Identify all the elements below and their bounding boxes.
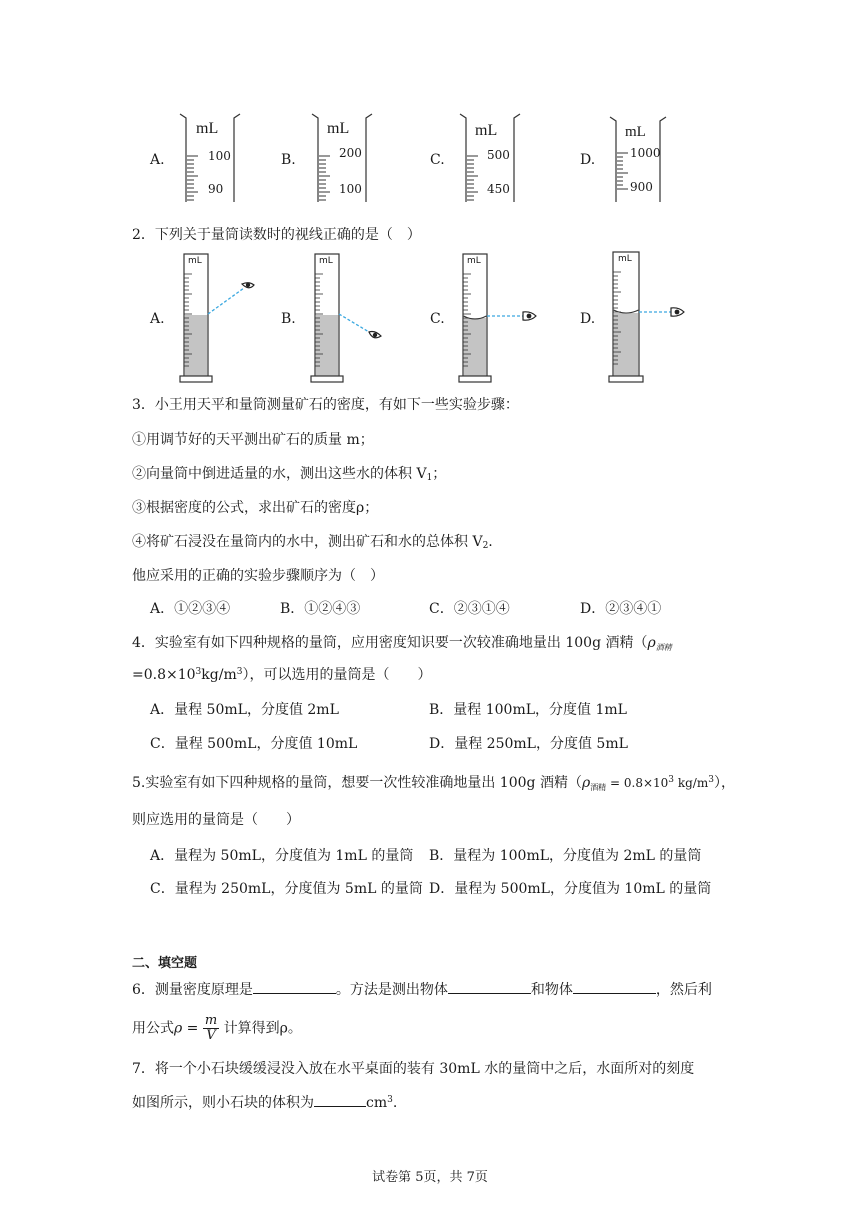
q1-option-label-d: D.: [580, 152, 596, 168]
q2-option-label-c: C.: [430, 311, 445, 327]
q2-option-label-b: B.: [281, 311, 296, 327]
q2-cylinder-d: [607, 250, 691, 384]
q3-step1: ①用调节好的天平测出矿石的质量 m；: [132, 432, 374, 448]
q4-option-c: C．量程 500mL，分度值 10mL: [150, 736, 358, 752]
q1-bottom-c: 450: [487, 182, 510, 196]
q1-option-label-c: C.: [430, 152, 445, 168]
q5-option-c: C．量程为 250mL，分度值为 5mL 的量筒: [150, 881, 423, 897]
q5-stem-line1: 5.实验室有如下四种规格的量筒，想要一次性较准确地量出 100g 酒精（$\rho_{酒精} = 0.8\times 10^3$ $kg/m^3$），: [132, 775, 735, 792]
q2-option-label-a: A.: [150, 311, 165, 327]
page-footer: 试卷第 5页，共 7页: [372, 1170, 488, 1185]
q3-option-a: A．①②③④: [150, 601, 231, 617]
q1-top-b: 200: [339, 146, 362, 160]
q6-blank-2: [448, 992, 531, 994]
q3-option-c: C．②③①④: [429, 601, 510, 617]
q1-unit-b: mL: [327, 120, 350, 137]
q1-bottom-b: 100: [339, 182, 362, 196]
q3-option-b: B．①②④③: [280, 601, 361, 617]
q1-unit-c: mL: [475, 122, 498, 139]
q1-unit-d: mL: [625, 124, 646, 140]
q2-cylinder-a: [178, 252, 258, 384]
q2-stem: 2．下列关于量筒读数时的视线正确的是（ ）: [132, 227, 421, 243]
q2-cylinder-b: [309, 252, 389, 384]
q4-option-d: D．量程 250mL，分度值 5mL: [429, 736, 628, 752]
q3-question: 他应采用的正确的实验步骤顺序为（ ）: [132, 568, 384, 584]
section-title: 二、填空题: [132, 956, 198, 971]
q6-line2: 用公式ρ = $\frac{m}{V}$ 计算得到ρ。: [132, 1013, 302, 1043]
q1-bottom-a: 90: [208, 182, 224, 196]
q3-step4: ④将矿石浸没在量筒内的水中，测出矿石和水的总体积 $V_2$.: [132, 534, 493, 551]
q2-cylinder-c: [457, 252, 541, 384]
q6-blank-3: [573, 992, 656, 994]
q6-fraction: $\frac{m}{V}$: [204, 1013, 218, 1043]
q1-option-label-a: A.: [150, 152, 165, 168]
q2-unit-d: mL: [618, 254, 632, 264]
q7-blank: [314, 1105, 366, 1107]
q7-line2: 如图所示，则小石块的体积为 $cm^3$.: [132, 1095, 398, 1111]
q5-option-d: D．量程为 500mL，分度值为 10mL 的量筒: [429, 881, 712, 897]
q4-stem-line1: 4．实验室有如下四种规格的量筒，应用密度知识要一次较准确地量出 100g 酒精（$\rho_{酒精}$: [132, 635, 672, 652]
q2-option-label-d: D.: [580, 311, 596, 327]
q1-option-label-b: B.: [281, 152, 296, 168]
q3-step3: ③根据密度的公式，求出矿石的密度ρ；: [132, 500, 379, 516]
q3-option-d: D．②③④①: [580, 601, 662, 617]
q4-option-a: A．量程 50mL，分度值 2mL: [150, 702, 339, 718]
q3-step2: ②向量筒中倒进适量的水，测出这些水的体积 $V_1$；: [132, 466, 447, 483]
q5-option-b: B．量程为 100mL，分度值为 2mL 的量筒: [429, 848, 702, 864]
q6-blank-1: [253, 992, 336, 994]
q3-stem: 3．小王用天平和量筒测量矿石的密度，有如下一些实验步骤：: [132, 397, 519, 413]
q1-bottom-d: 900: [630, 180, 653, 194]
q5-stem-line2: 则应选用的量筒是（ ）: [132, 812, 300, 828]
q1-top-c: 500: [487, 148, 510, 162]
q7-line1: 7．将一个小石块缓缓浸没入放在水平桌面的装有 30mL 水的量筒中之后，水面所对的刻度: [132, 1061, 695, 1077]
q6-line1: 6．测量密度原理是 。方法是测出物体 和物体 ，然后利: [132, 982, 712, 998]
q4-stem-line2: $=0.8\times 10^3kg/m^3$），可以选用的量筒是（ ）: [132, 667, 432, 683]
q2-unit-c: mL: [467, 256, 481, 266]
q1-top-d: 1000: [630, 146, 661, 160]
q2-unit-a: mL: [188, 256, 202, 266]
q5-option-a: A．量程为 50mL，分度值为 1mL 的量筒: [150, 848, 414, 864]
q1-unit-a: mL: [196, 120, 219, 137]
q1-top-a: 100: [208, 149, 231, 163]
q2-unit-b: mL: [319, 256, 333, 266]
q4-option-b: B．量程 100mL，分度值 1mL: [429, 702, 627, 718]
